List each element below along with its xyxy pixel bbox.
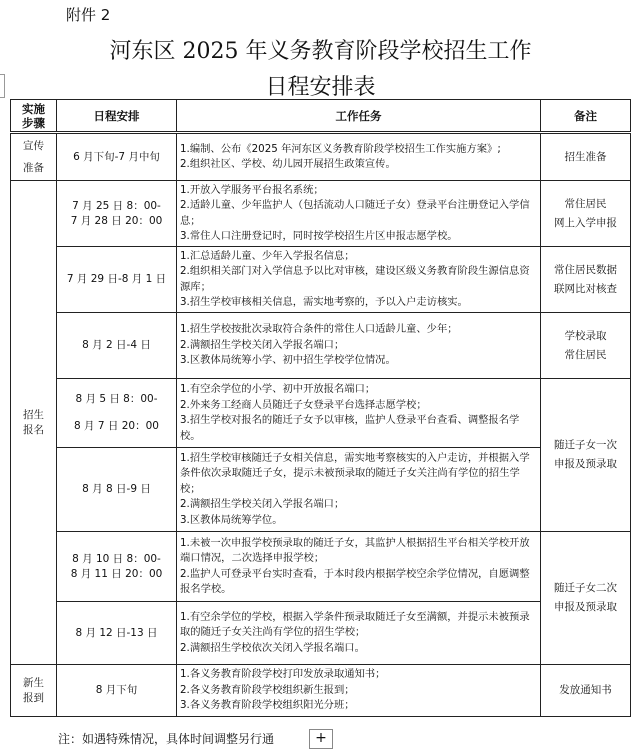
note-cell: 常住居民 网上入学申报 (541, 181, 631, 247)
date-cell: 8 月 10 日 8：00- 8 月 11 日 20：00 (57, 532, 177, 602)
attachment-label: 附件 2 (66, 6, 111, 24)
table-row (11, 133, 631, 181)
note-cell: 随迁子女一次 申报及预录取 (541, 379, 631, 532)
task-cell: 1.未被一次申报学校预录取的随迁子女，其监护人根据招生平台相关学校开放端口情况，二次选择申报学校； 2.监护人可登录平台实时查看，于本时段内根据学校空余学位情况，自愿调整报名学校。 (177, 532, 541, 602)
step-cell: 宣传准备 (11, 133, 57, 181)
task-cell: 1.有空余学位的小学、初中开放报名端口； 2.外来务工经商人员随迁子女登录平台选择志愿学校； 3.招生学校对报名的随迁子女予以审核，监护人登录平台查看、调整报名学校。 (177, 379, 541, 448)
note-cell: 招生准备 (541, 133, 631, 181)
note-cell: 发放通知书 (541, 665, 631, 717)
note-cell: 常住居民数据 联网比对核查 (541, 247, 631, 313)
step-cell: 新生报到 (11, 665, 57, 717)
table-row (11, 602, 631, 665)
table-row (11, 532, 631, 602)
header-task: 工作任务 (177, 100, 541, 133)
task-cell: 1.汇总适龄儿童、少年入学报名信息； 2.组织相关部门对入学信息予以比对审核，建设区级义务教育阶段生源信息资源库； 3.招生学校审核相关信息，需实地考察的，予以入户走访核实。 (177, 247, 541, 313)
date-cell: 8 月 2 日-4 日 (57, 313, 177, 379)
date-cell: 8 月 5 日 8：00- 8 月 7 日 20：00 (57, 379, 177, 448)
page-subtitle: 日程安排表 (265, 75, 376, 100)
task-cell: 1.编制、公布《2025 年河东区义务教育阶段学校招生工作实施方案》; 2.组织社区、学校、幼儿园开展招生政策宣传。 (177, 133, 541, 181)
table-row (11, 448, 631, 532)
task-cell: 1.招生学校按批次录取符合条件的常住人口适龄儿童、少年； 2.满额招生学校关闭入学报名端口； 3.区教体局统筹小学、初中招生学校学位情况。 (177, 313, 541, 379)
task-cell: 1.开放入学服务平台报名系统； 2.适龄儿童、少年监护人（包括流动人口随迁子女）登录平台注册登记入学信息； 3.常住人口注册登记时，同时按学校招生片区申报志愿学校。 (177, 181, 541, 247)
step-cell: 招生报名 (11, 181, 57, 665)
date-cell: 6 月下旬-7 月中旬 (57, 133, 177, 181)
schedule-table (10, 99, 631, 717)
header-schedule: 日程安排 (57, 100, 177, 133)
table-row (11, 313, 631, 379)
table-row (11, 181, 631, 247)
date-cell: 7 月 25 日 8：00- 7 月 28 日 20：00 (57, 181, 177, 247)
header-note: 备注 (541, 100, 631, 133)
date-cell: 7 月 29 日-8 月 1 日 (57, 247, 177, 313)
add-row-button[interactable]: + (309, 729, 333, 749)
table-row (11, 379, 631, 448)
task-cell: 1.有空余学位的学校，根据入学条件预录取随迁子女至满额，并提示未被预录取的随迁子女关注尚有学位的招生学校； 2.满额招生学校依次关闭入学报名端口。 (177, 602, 541, 665)
table-row (11, 665, 631, 717)
date-cell: 8 月下旬 (57, 665, 177, 717)
page-title: 河东区 2025 年义务教育阶段学校招生工作 (109, 39, 532, 64)
date-cell: 8 月 8 日-9 日 (57, 448, 177, 532)
task-cell: 1.各义务教育阶段学校打印发放录取通知书； 2.各义务教育阶段学校组织新生报到； 3.各义务教育阶段学校组织阳光分班； (177, 665, 541, 717)
header-step: 实施步骤 (11, 100, 57, 133)
table-move-handle[interactable] (0, 74, 5, 98)
table-row (11, 247, 631, 313)
note-cell: 学校录取 常住居民 (541, 313, 631, 379)
footnote: 注：如遇特殊情况，具体时间调整另行通 (58, 732, 275, 746)
note-cell: 随迁子女二次 申报及预录取 (541, 532, 631, 665)
table-header-row (11, 100, 631, 133)
date-cell: 8 月 12 日-13 日 (57, 602, 177, 665)
task-cell: 1.招生学校审核随迁子女相关信息，需实地考察核实的入户走访，并根据入学条件依次录取随迁子女，提示未被预录取的随迁子女关注尚有学位的招生学校； 2.满额招生学校关闭入学报名端口； 3.区教体局统筹学位。 (177, 448, 541, 532)
